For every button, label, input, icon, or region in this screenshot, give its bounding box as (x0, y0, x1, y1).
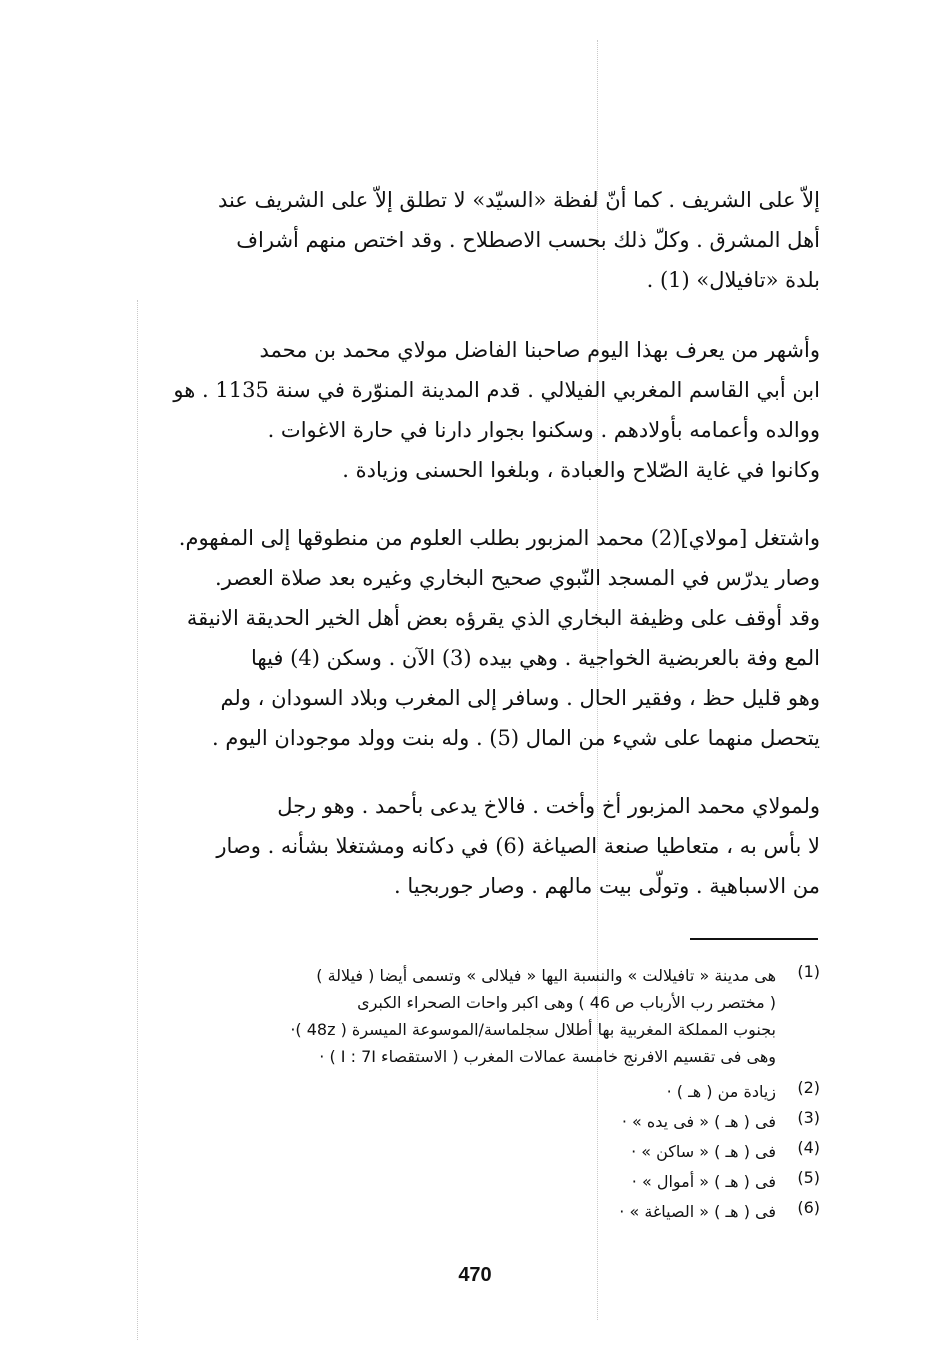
paragraph-4 (130, 786, 820, 906)
footnote-4 (150, 1138, 820, 1165)
text-line: المع وفة بالعربضية الخواجية . وهي بيده (3) الآن . وسكن (4) فيها (251, 646, 820, 670)
text-line: ابن أبي القاسم المغربي الفيلالي . قدم المدينة المنوّرة في سنة 1135 . هو (173, 378, 820, 402)
footnote-5 (150, 1168, 820, 1195)
text-line: وصار يدرّس في المسجد النّبوي صحيح البخاري وغيره بعد صلاة العصر. (215, 566, 820, 590)
text-line: من الاسباهية . وتولّى بيت مالهم . وصار جوربجيا . (393, 874, 820, 898)
footnote-3 (150, 1108, 820, 1135)
footnote-number: (5) (797, 1168, 820, 1187)
text-line: وكانوا في غاية الصّلاح والعبادة ، وبلغوا الحسنى وزيادة . (342, 458, 820, 482)
paragraph-2 (130, 330, 820, 490)
text-line: ولمولاي محمد المزبور أخ وأخت . فالاخ يدعى بأحمد . وهو رجل (277, 794, 820, 818)
footnote-6 (150, 1198, 820, 1225)
text-line: ووالده وأعمامه بأولادهم . وسكنوا بجوار دارنا في حارة الاغوات . (267, 418, 820, 442)
footnote-line: وهى فى تقسيم الافرنج خامسة عمالات المغرب ( الاستقصاء I : 7I ) · (319, 1047, 776, 1066)
footnote-line: ( مختصر رب الأرباب ص 46 ) وهى اكبر واحات الصحراء الكبرى (357, 993, 776, 1012)
footnote-line: فى ( هـ ) « الصياغة » · (619, 1202, 776, 1221)
footnote-2 (150, 1078, 820, 1105)
footnote-number: (1) (797, 962, 820, 981)
footnote-line: بجنوب المملكة المغربية بها أطلال سجلماسة/الموسوعة الميسرة ( 48z )· (290, 1020, 776, 1039)
text-line: وقد أوقف على وظيفة البخاري الذي يقرؤه بعض أهل الخير الحديقة الانيقة (186, 606, 820, 630)
text-line: وهو قليل حظ ، وفقير الحال . وسافر إلى المغرب وبلاد السودان ، ولم (220, 686, 820, 710)
text-line: إلاّ على الشريف . كما أنّ لفظة «السيّد» لا تطلق إلاّ على الشريف عند (217, 188, 820, 212)
text-line: لا بأس به ، متعاطيا صنعة الصياغة (6) في دكانه ومشتغلا بشأنه . وصار (216, 834, 820, 858)
text-line: أهل المشرق . وكلّ ذلك بحسب الاصطلاح . وقد اختص منهم أشراف (236, 228, 820, 252)
page-number: 470 (458, 1264, 492, 1286)
footnote-line: فى ( هـ ) « أموال » · (631, 1172, 776, 1191)
text-line: يتحصل منهما على شيء من المال (5) . وله بنت وولد موجودان اليوم . (211, 726, 820, 750)
text-line: واشتغل [مولاي](2) محمد المزبور بطلب العلوم من منطوقها إلى المفهوم. (178, 526, 820, 550)
text-line: وأشهر من يعرف بهذا اليوم صاحبنا الفاضل مولاي محمد بن محمد (259, 338, 820, 362)
footnote-line: هى مدينة « تافيلالت » والنسبة اليها « فيلالى » وتسمى أيضا ( فيلالة ) (316, 966, 776, 985)
footnote-number: (2) (797, 1078, 820, 1097)
footnote-line: زيادة من ( هـ ) · (666, 1082, 776, 1101)
text-line: بلدة «تافيلال» (1) . (646, 268, 820, 292)
footnote-line: فى ( هـ ) « فى يده » · (621, 1112, 776, 1131)
footnote-number: (6) (797, 1198, 820, 1217)
footnote-number: (4) (797, 1138, 820, 1157)
footnote-1 (150, 962, 820, 1070)
paragraph-1 (130, 180, 820, 300)
footnotes (150, 962, 820, 1225)
paragraph-3 (130, 518, 820, 758)
footnote-line: فى ( هـ ) « ساكن » · (631, 1142, 776, 1161)
footnote-number: (3) (797, 1108, 820, 1127)
footnote-separator (690, 938, 818, 940)
